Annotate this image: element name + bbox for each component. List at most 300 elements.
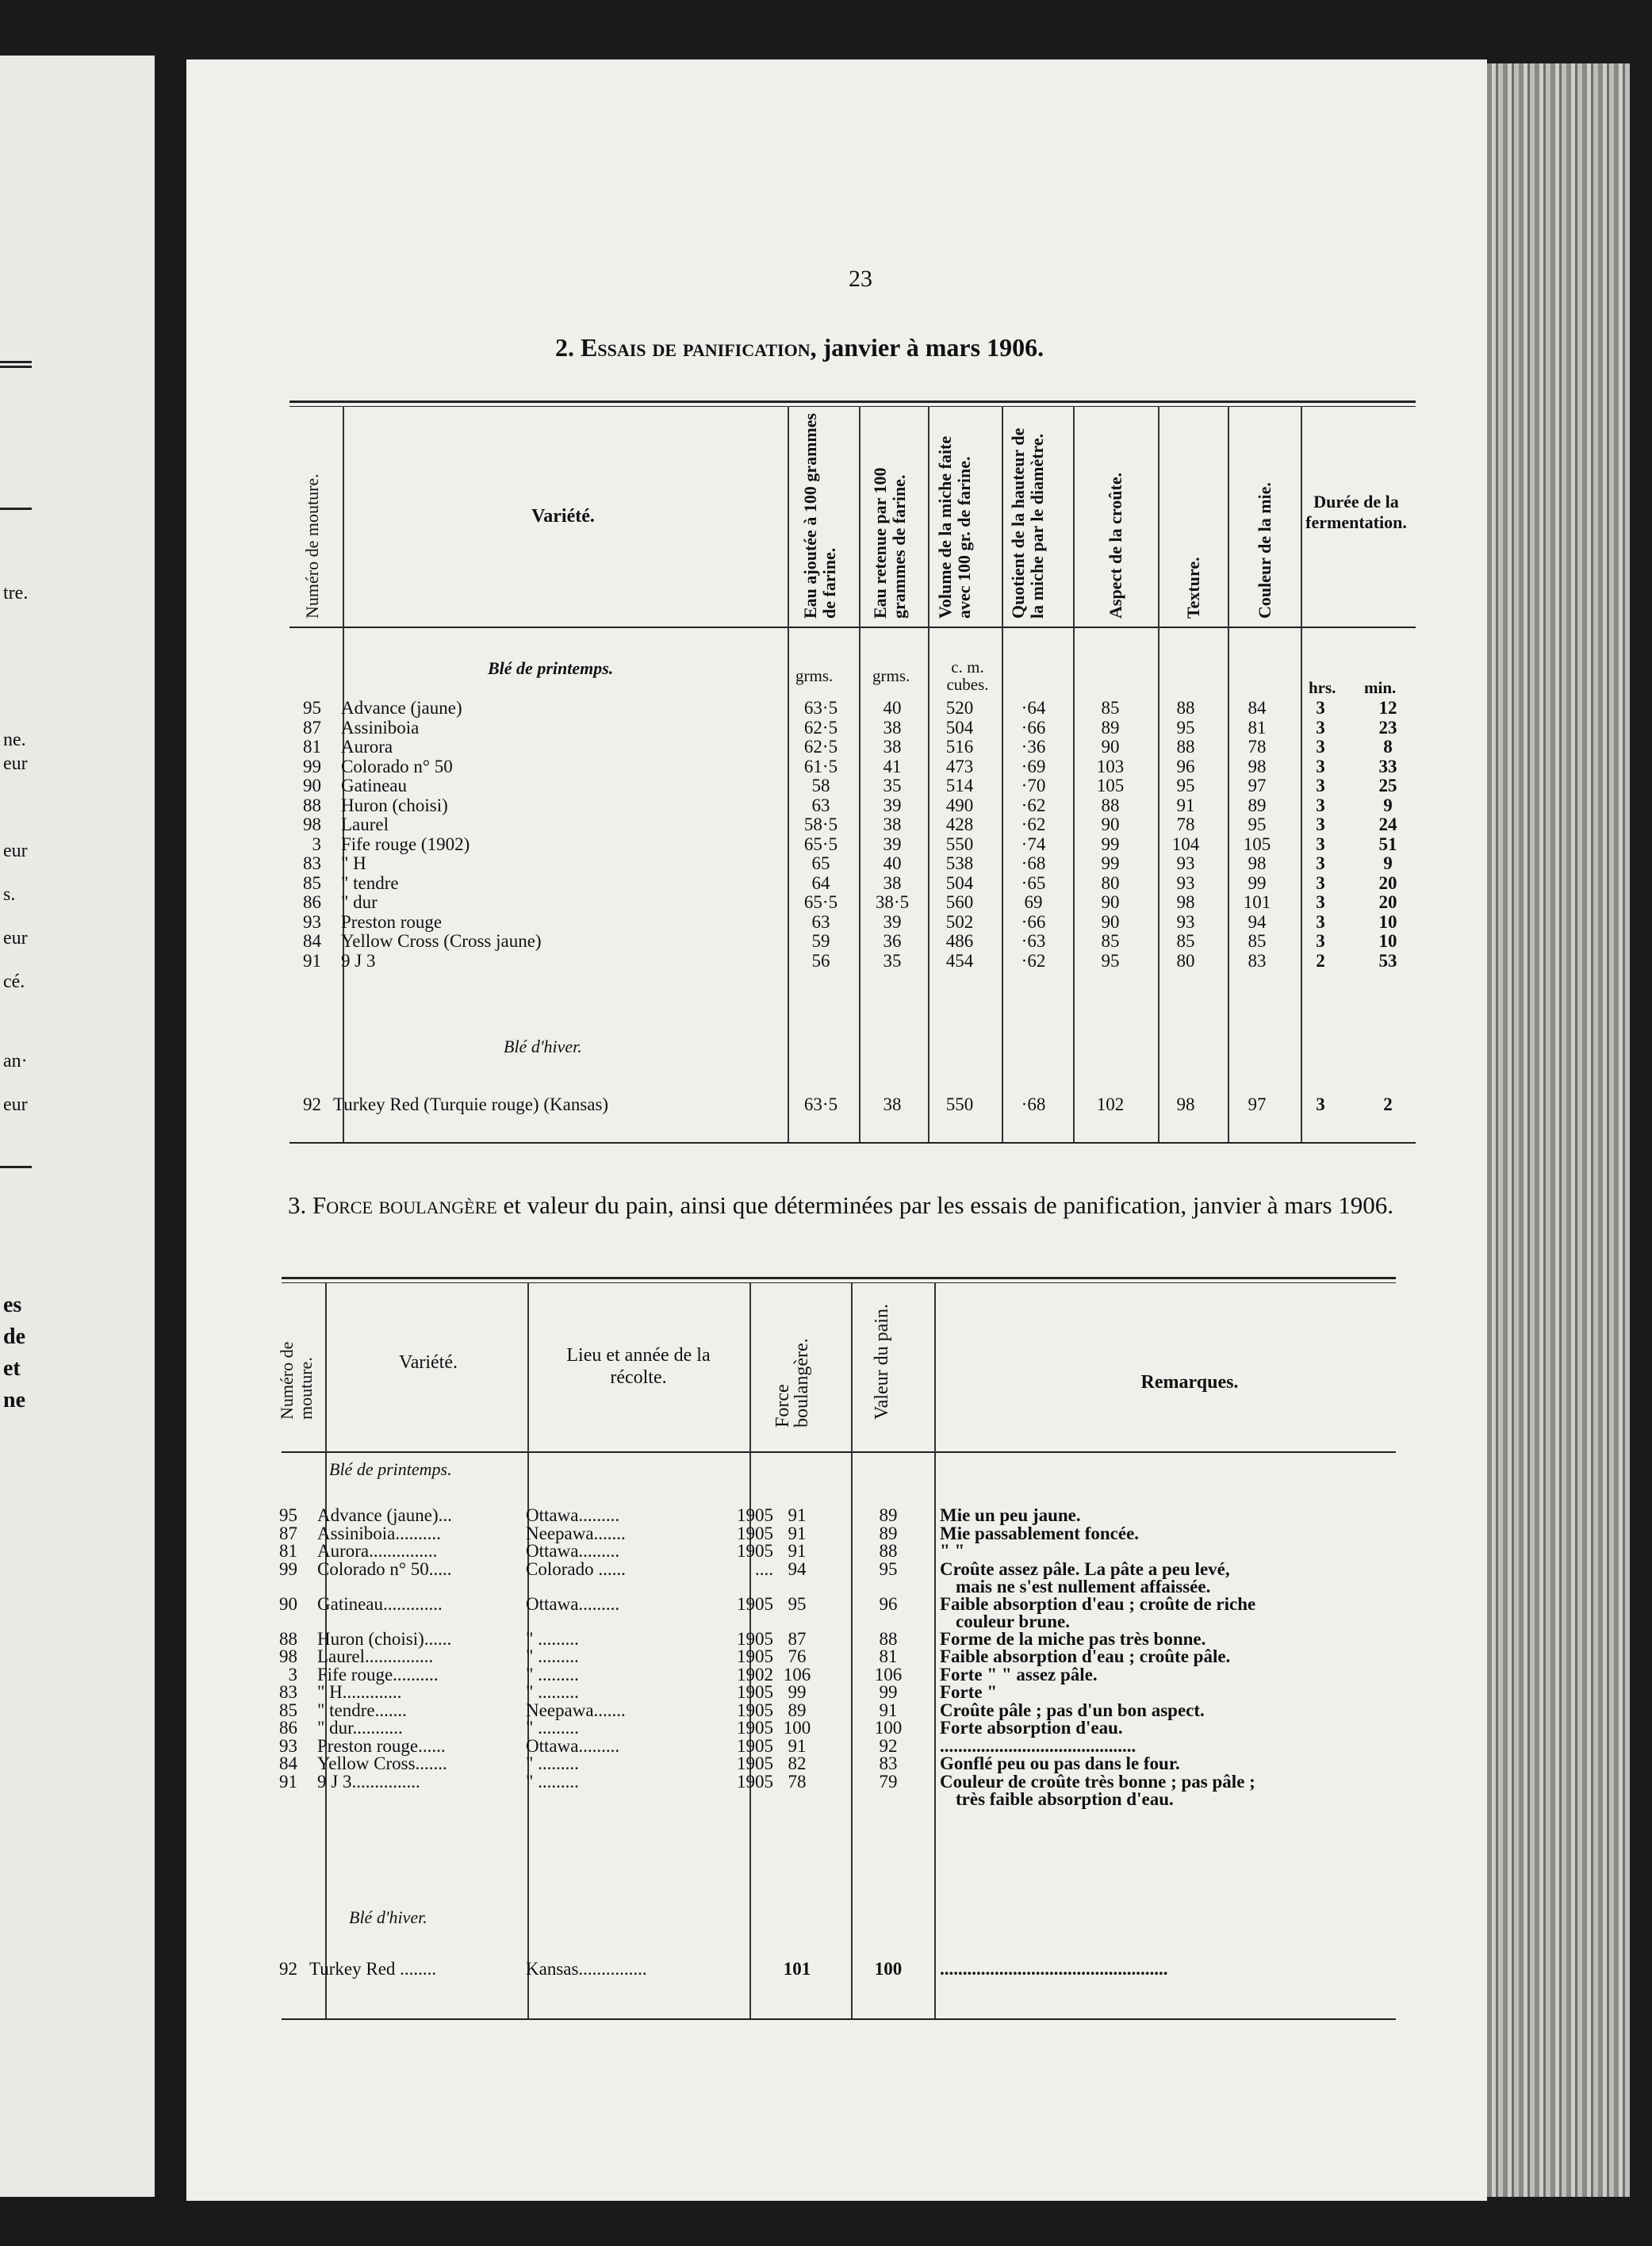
row-num: 81 (279, 1541, 297, 1561)
row-variete: Preston rouge (341, 911, 443, 932)
row-quot: ·66 (1021, 717, 1046, 738)
row-variete: Colorado n° 50 (341, 756, 453, 776)
table2-row (289, 931, 1424, 951)
left-fragment-text: eur (3, 841, 28, 861)
row-num: 93 (279, 1735, 297, 1756)
row-couleur: 78 (1248, 737, 1267, 757)
row-hrs: 3 (1316, 795, 1325, 815)
row-valeur: 91 (879, 1700, 898, 1720)
row-lieu: " ......... (526, 1682, 579, 1702)
row-aspect: 90 (1101, 737, 1120, 757)
row-eau-r: 39 (883, 911, 902, 932)
row-annee: 1905 (737, 1682, 773, 1702)
row-num: 86 (279, 1718, 297, 1738)
row-variete: Advance (jaune)... (317, 1505, 452, 1525)
row-couleur: 97 (1248, 1094, 1267, 1114)
row-force: 89 (788, 1700, 807, 1720)
row-aspect: 90 (1101, 814, 1120, 834)
row-eau-r: 36 (883, 931, 902, 951)
row-min: 24 (1378, 814, 1397, 834)
row-eau-a: 65 (811, 853, 830, 873)
table2-header-texture: Texture. (1183, 557, 1203, 619)
row-num: 92 (279, 1959, 297, 1979)
row-hrs: 3 (1316, 853, 1325, 873)
row-valeur: 89 (879, 1523, 898, 1543)
table3-top-rule (282, 1277, 1396, 1279)
row-aspect: 90 (1101, 911, 1120, 932)
row-force: 106 (783, 1664, 811, 1684)
table3-header-remarques: Remarques. (1140, 1372, 1239, 1393)
row-aspect: 90 (1101, 892, 1120, 912)
row-valeur: 99 (879, 1682, 898, 1702)
left-fragment-text: es (3, 1293, 22, 1317)
row-num: 90 (303, 776, 321, 795)
row-min: 23 (1378, 717, 1397, 738)
row-lieu: Kansas............... (526, 1959, 647, 1979)
row-lieu: Ottawa......... (526, 1593, 620, 1614)
table3-row (274, 1753, 1408, 1773)
row-remarque: Forte " (940, 1682, 998, 1702)
row-vol: 502 (945, 911, 974, 932)
row-lieu: " ......... (526, 1646, 579, 1666)
row-annee: 1905 (737, 1646, 773, 1666)
row-eau-a: 65·5 (803, 892, 838, 912)
row-eau-a: 56 (811, 950, 830, 971)
row-variete: Fife rouge (1902) (341, 834, 470, 854)
row-variete: Advance (jaune) (341, 698, 462, 718)
table3-row (274, 1665, 1408, 1684)
table3-header-valeur: Valeur du pain. (872, 1304, 892, 1420)
row-variete: Yellow Cross (Cross jaune) (341, 931, 542, 951)
row-valeur: 96 (879, 1593, 898, 1614)
row-variete: Colorado n° 50..... (317, 1558, 452, 1579)
left-fragment-text: eur (3, 928, 28, 949)
row-num: 90 (279, 1593, 297, 1614)
row-variete: " dur (341, 892, 378, 912)
row-quot: ·69 (1021, 756, 1046, 776)
row-vol: 538 (945, 853, 974, 873)
row-variete: Huron (choisi)...... (317, 1628, 452, 1649)
row-remarque: .................................................. (940, 1959, 1168, 1979)
row-vol: 516 (945, 737, 974, 757)
table2-section-winter: Blé d'hiver. (504, 1037, 582, 1056)
row-force: 91 (788, 1505, 807, 1525)
row-remarque: Gonflé peu ou pas dans le four. (940, 1753, 1180, 1773)
row-variete: Assiniboia (341, 717, 420, 738)
row-lieu: Ottawa......... (526, 1505, 620, 1525)
row-annee: 1905 (737, 1718, 773, 1738)
row-num: 81 (303, 737, 321, 757)
row-min: 10 (1378, 911, 1397, 932)
row-force: 78 (788, 1771, 807, 1792)
table3-title-num: 3. (287, 1191, 307, 1219)
table3-row (274, 1646, 1408, 1665)
row-quot: 69 (1024, 892, 1043, 912)
left-fragment-text: tre. (3, 583, 29, 604)
row-num: 86 (303, 892, 321, 912)
table3-row (274, 1700, 1408, 1719)
row-texture: 95 (1176, 776, 1195, 795)
table2-row (289, 853, 1424, 873)
row-annee: 1905 (737, 1505, 773, 1525)
row-aspect: 88 (1101, 795, 1120, 815)
row-num: 93 (303, 911, 321, 932)
row-eau-a: 63 (811, 911, 830, 932)
row-valeur: 79 (879, 1771, 898, 1792)
table2-header-eau-ajoutee: Eau ajoutée à 100 grammes de farine. (800, 412, 839, 619)
row-eau-r: 38 (883, 1094, 902, 1114)
row-quot: ·62 (1021, 814, 1046, 834)
row-aspect: 103 (1096, 756, 1125, 776)
row-vol: 514 (945, 776, 974, 795)
row-couleur: 99 (1248, 872, 1267, 893)
row-num: 91 (303, 950, 321, 971)
row-valeur: 95 (879, 1558, 898, 1579)
row-remarque: Forme de la miche pas très bonne. (940, 1628, 1206, 1649)
row-couleur: 95 (1248, 814, 1267, 834)
row-lieu: " ......... (526, 1718, 579, 1738)
row-lieu: " ......... (526, 1628, 579, 1649)
row-num: 88 (303, 795, 321, 815)
table3-row (274, 1629, 1408, 1648)
row-couleur: 89 (1248, 795, 1267, 815)
row-eau-r: 40 (883, 698, 902, 718)
row-hrs: 3 (1316, 776, 1325, 795)
row-remarque-continued: mais ne s'est nullement affaissée. (956, 1576, 1211, 1596)
table2-header-rule (289, 627, 1416, 628)
row-valeur: 106 (874, 1664, 903, 1684)
row-quot: ·70 (1021, 776, 1046, 795)
page-edges (1487, 63, 1630, 2197)
table2-row (289, 951, 1424, 971)
table2-top-rule (289, 406, 1416, 407)
row-hrs: 3 (1316, 717, 1325, 738)
row-variete: " dur........... (317, 1718, 403, 1738)
table3-title-rest: et valeur du pain, ainsi que déterminées par les essais de panification, janvier à mars 1906. (496, 1191, 1394, 1219)
left-fragment-text: eur (3, 753, 28, 774)
table2-row (289, 1094, 1424, 1114)
row-variete: Yellow Cross....... (317, 1753, 447, 1773)
left-fragment-text: an· (3, 1051, 28, 1071)
row-annee: 1905 (737, 1541, 773, 1561)
table3-row (274, 1505, 1408, 1524)
row-force: 101 (783, 1959, 811, 1979)
row-lieu: Neepawa....... (526, 1700, 626, 1720)
row-couleur: 98 (1248, 853, 1267, 873)
left-fragment-text: ne (3, 1388, 25, 1412)
row-lieu: Ottawa......... (526, 1541, 620, 1561)
row-texture: 93 (1176, 853, 1195, 873)
row-eau-r: 38 (883, 814, 902, 834)
row-eau-a: 58·5 (803, 814, 838, 834)
row-vol: 473 (945, 756, 974, 776)
row-annee: 1905 (737, 1523, 773, 1543)
row-valeur: 88 (879, 1541, 898, 1561)
table3-row (274, 1524, 1408, 1543)
row-eau-a: 62·5 (803, 737, 838, 757)
row-quot: ·68 (1021, 853, 1046, 873)
left-rule (0, 508, 32, 510)
row-texture: 88 (1176, 698, 1195, 718)
table2-row (289, 776, 1424, 795)
row-hrs: 3 (1316, 834, 1325, 854)
table2-header-quotient: Quotient de la hauteur de la miche par le diamètre. (1008, 427, 1047, 619)
table3-header-rule (282, 1451, 1396, 1453)
row-texture: 96 (1176, 756, 1195, 776)
row-vol: 560 (945, 892, 974, 912)
row-min: 33 (1378, 756, 1397, 776)
row-num: 95 (279, 1505, 297, 1525)
row-remarque: Mie un peu jaune. (940, 1505, 1081, 1525)
row-min: 25 (1378, 776, 1397, 795)
row-couleur: 81 (1248, 717, 1267, 738)
row-texture: 80 (1176, 950, 1195, 971)
table2-bottom-rule (289, 1142, 1416, 1144)
table2-header-couleur: Couleur de la mie. (1255, 482, 1274, 619)
row-force: 100 (783, 1718, 811, 1738)
row-num: 83 (279, 1682, 297, 1702)
row-lieu: Colorado ...... (526, 1558, 626, 1579)
row-texture: 88 (1176, 737, 1195, 757)
row-remarque-continued: couleur brune. (956, 1611, 1070, 1631)
table2-row (289, 795, 1424, 815)
row-couleur: 84 (1248, 698, 1267, 718)
row-lieu: Neepawa....... (526, 1523, 626, 1543)
row-aspect: 99 (1101, 834, 1120, 854)
row-remarque: Forte " " assez pâle. (940, 1664, 1098, 1684)
table3-row (274, 1593, 1408, 1631)
left-fragment-text: s. (3, 884, 16, 905)
row-aspect: 102 (1096, 1094, 1125, 1114)
table2-top-rule (289, 401, 1416, 403)
row-force: 91 (788, 1523, 807, 1543)
table2-header-eau-retenue: Eau retenue par 100 grammes de farine. (870, 467, 909, 619)
row-eau-a: 58 (811, 776, 830, 795)
table2-row (289, 892, 1424, 912)
row-variete: Aurora (341, 737, 393, 757)
row-force: 87 (788, 1628, 807, 1649)
row-eau-r: 41 (883, 756, 902, 776)
document-page (186, 59, 1487, 2201)
left-fragment-text: ne. (3, 730, 26, 750)
table3-row (274, 1771, 1408, 1809)
row-annee: 1902 (737, 1664, 773, 1684)
row-texture: 98 (1176, 1094, 1195, 1114)
table3-top-rule (282, 1282, 1396, 1283)
row-variete: Aurora............... (317, 1541, 438, 1561)
row-eau-a: 65·5 (803, 834, 838, 854)
page-number: 23 (849, 266, 872, 292)
row-couleur: 98 (1248, 756, 1267, 776)
row-eau-r: 39 (883, 795, 902, 815)
row-texture: 95 (1176, 717, 1195, 738)
table3-header-numero: Numéro de mouture. (277, 1341, 316, 1420)
row-min: 20 (1378, 892, 1397, 912)
row-remarque: Faible absorption d'eau ; croûte pâle. (940, 1646, 1231, 1666)
row-force: 94 (788, 1558, 807, 1579)
row-annee: 1905 (737, 1593, 773, 1614)
row-quot: ·63 (1021, 931, 1046, 951)
row-couleur: 85 (1248, 931, 1267, 951)
row-eau-r: 38 (883, 717, 902, 738)
table3-section-winter: Blé d'hiver. (349, 1907, 427, 1927)
row-vol: 428 (945, 814, 974, 834)
row-eau-a: 64 (811, 872, 830, 893)
table2-header-duree: Durée de la fermentation. (1305, 492, 1407, 532)
row-quot: ·68 (1021, 1094, 1046, 1114)
row-hrs: 3 (1316, 737, 1325, 757)
row-eau-r: 35 (883, 950, 902, 971)
row-eau-a: 63·5 (803, 1094, 838, 1114)
row-valeur: 100 (874, 1718, 903, 1738)
row-vol: 550 (945, 834, 974, 854)
row-hrs: 3 (1316, 814, 1325, 834)
row-texture: 93 (1176, 872, 1195, 893)
table2-row (289, 757, 1424, 776)
row-aspect: 85 (1101, 698, 1120, 718)
row-remarque: Faible absorption d'eau ; croûte de riche (940, 1593, 1256, 1614)
row-texture: 93 (1176, 911, 1195, 932)
row-hrs: 3 (1316, 931, 1325, 951)
row-couleur: 105 (1243, 834, 1271, 854)
row-annee: 1905 (737, 1771, 773, 1792)
row-remarque: ........................................... (940, 1735, 1136, 1756)
row-texture: 85 (1176, 931, 1195, 951)
row-num: 3 (288, 1664, 297, 1684)
table3-header-variete: Variété. (399, 1352, 458, 1373)
row-eau-r: 38 (883, 872, 902, 893)
table2-unit-eau-r: grms. (872, 666, 910, 685)
row-min: 9 (1383, 795, 1393, 815)
left-rule (0, 366, 32, 368)
row-aspect: 85 (1101, 931, 1120, 951)
row-vol: 504 (945, 872, 974, 893)
row-force: 82 (788, 1753, 807, 1773)
row-texture: 91 (1176, 795, 1195, 815)
table2-header-numero: Numéro de mouture. (302, 473, 322, 619)
table2-unit-eau-a: grms. (795, 666, 834, 685)
row-quot: ·64 (1021, 698, 1046, 718)
row-num: 85 (303, 872, 321, 893)
row-eau-a: 61·5 (803, 756, 838, 776)
row-valeur: 100 (874, 1959, 903, 1979)
row-remarque: Mie passablement foncée. (940, 1523, 1140, 1543)
table2-header-aspect: Aspect de la croûte. (1106, 472, 1125, 619)
row-eau-r: 35 (883, 776, 902, 795)
row-vol: 486 (945, 931, 974, 951)
row-hrs: 3 (1316, 892, 1325, 912)
row-variete: Turkey Red ........ (309, 1959, 437, 1979)
row-eau-r: 38·5 (875, 892, 910, 912)
row-variete: Preston rouge...... (317, 1735, 446, 1756)
row-quot: ·62 (1021, 795, 1046, 815)
row-num: 87 (279, 1523, 297, 1543)
table2-title (555, 333, 1044, 362)
row-couleur: 97 (1248, 776, 1267, 795)
table2-row (289, 873, 1424, 893)
table2-header-variete: Variété. (531, 506, 595, 527)
row-couleur: 83 (1248, 950, 1267, 971)
table2-unit-min: min. (1364, 678, 1397, 697)
row-num: 98 (279, 1646, 297, 1666)
row-aspect: 95 (1101, 950, 1120, 971)
row-variete: Laurel (341, 814, 389, 834)
row-lieu: " ......... (526, 1771, 579, 1792)
row-remarque: Croûte pâle ; pas d'un bon aspect. (940, 1700, 1205, 1720)
row-vol: 490 (945, 795, 974, 815)
row-valeur: 88 (879, 1628, 898, 1649)
table3-row (274, 1682, 1408, 1701)
row-aspect: 89 (1101, 717, 1120, 738)
row-quot: ·36 (1021, 737, 1046, 757)
table3-title (278, 1190, 1404, 1221)
row-num: 98 (303, 814, 321, 834)
row-remarque: " " (940, 1541, 965, 1561)
left-rule (0, 1166, 32, 1168)
row-min: 9 (1383, 853, 1393, 873)
table3-title-sc: Force boulangère (312, 1191, 497, 1219)
row-hrs: 3 (1316, 1094, 1325, 1114)
row-hrs: 3 (1316, 872, 1325, 893)
row-annee: 1905 (737, 1700, 773, 1720)
row-lieu: Ottawa......... (526, 1735, 620, 1756)
row-variete: Fife rouge.......... (317, 1664, 439, 1684)
row-variete: Gatineau............. (317, 1593, 443, 1614)
row-min: 20 (1378, 872, 1397, 893)
table2-row (289, 698, 1424, 718)
row-min: 12 (1378, 698, 1397, 718)
row-aspect: 99 (1101, 853, 1120, 873)
row-num: 99 (303, 756, 321, 776)
row-num: 85 (279, 1700, 297, 1720)
row-valeur: 89 (879, 1505, 898, 1525)
table2-title-num: 2. (555, 333, 574, 362)
row-force: 91 (788, 1541, 807, 1561)
table3-header-lieu: Lieu et année de la récolte. (566, 1345, 711, 1388)
row-couleur: 94 (1248, 911, 1267, 932)
row-vol: 504 (945, 717, 974, 738)
row-quot: ·62 (1021, 950, 1046, 971)
row-remarque: Forte absorption d'eau. (940, 1718, 1123, 1738)
table3-row (274, 1718, 1408, 1737)
row-valeur: 81 (879, 1646, 898, 1666)
row-vol: 550 (945, 1094, 974, 1114)
row-force: 76 (788, 1646, 807, 1666)
row-eau-a: 63 (811, 795, 830, 815)
table3-header-force: Force boulangère. (772, 1338, 812, 1428)
table2-header-volume: Volume de la miche faite avec 100 gr. de farine. (935, 435, 974, 619)
table3-section-spring: Blé de printemps. (329, 1459, 452, 1479)
row-hrs: 3 (1316, 911, 1325, 932)
row-min: 53 (1378, 950, 1397, 971)
row-variete: " H............. (317, 1682, 402, 1702)
row-variete: " tendre....... (317, 1700, 407, 1720)
row-variete: 9 J 3 (341, 950, 376, 971)
row-variete: " tendre (341, 872, 399, 893)
row-vol: 454 (945, 950, 974, 971)
row-texture: 98 (1176, 892, 1195, 912)
row-couleur: 101 (1243, 892, 1271, 912)
table3-row (274, 1736, 1408, 1755)
table2-title-rest: , janvier à mars 1906. (810, 333, 1044, 362)
row-vol: 520 (945, 698, 974, 718)
row-min: 2 (1383, 1094, 1393, 1114)
row-variete: Laurel............... (317, 1646, 434, 1666)
left-fragment-text: et (3, 1356, 21, 1381)
row-remarque: Croûte assez pâle. La pâte a peu levé, (940, 1558, 1230, 1579)
row-num: 95 (303, 698, 321, 718)
row-num: 84 (279, 1753, 297, 1773)
